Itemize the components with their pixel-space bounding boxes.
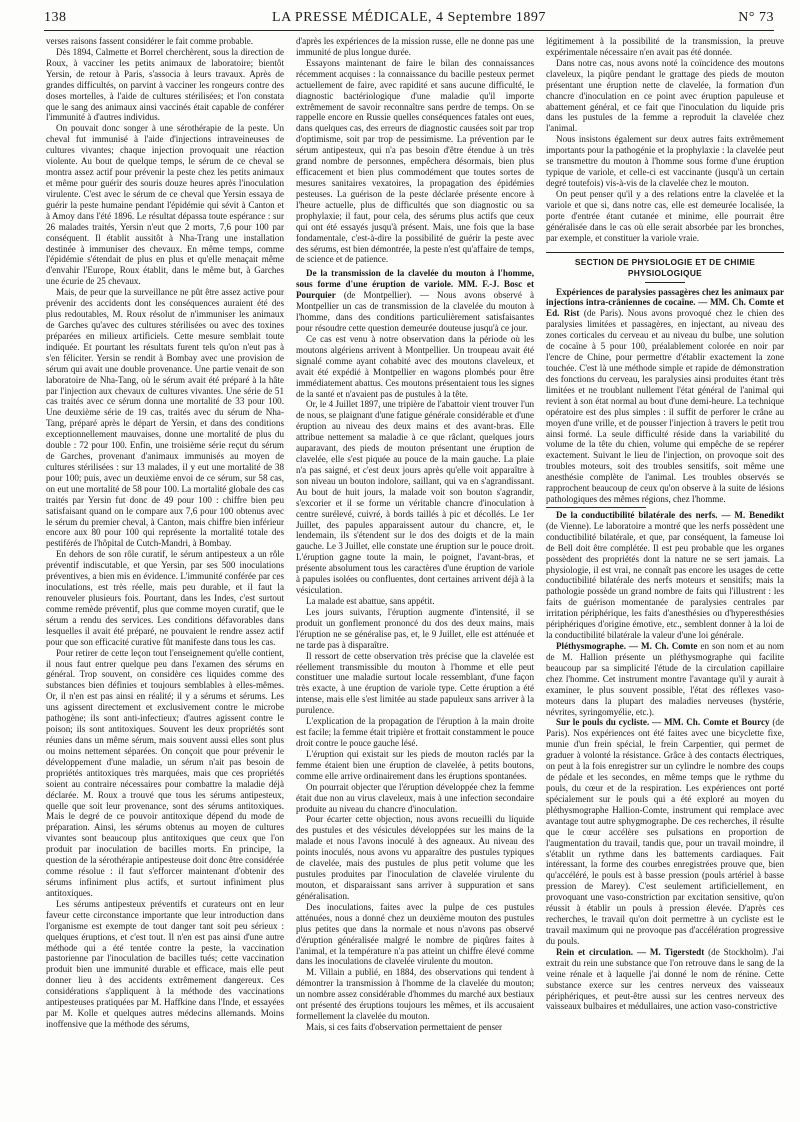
section-header xyxy=(546,252,784,283)
article-text: en son nom et au nom de M. Hallion présente un pléthysmographe qui facilite beaucoup par sa simplicité l'étude de la circulation capillaire chez l'homme. Cet instrument montre l'avantage qu'il y aurait à examiner, le plus souvent possible, l'état des réflexes vaso-moteurs dans la plupart des maladies nerveuses (hystérie, névrites, syringomyélie, etc.). xyxy=(546,641,784,717)
article-paragraph xyxy=(546,510,784,641)
article-heading: Sur le pouls du cycliste. — MM. Ch. Comte et Bourcy xyxy=(556,717,770,728)
paragraph: La malade est abattue, sans appétit. xyxy=(306,596,435,607)
paragraph: Ce cas est venu à notre observation dans la période où les moutons algériens arrivent à Montpellier. Un troupeau avait été signalé comme ayant cohabité avec des moutons claveleux, et avait été expédié à Montpellier en wagons plombés pour être immédiatement abattus. Ces moutons présentaient tous les signes de la santé et n'avaient pas de pustules à la tête. xyxy=(296,333,534,399)
article-paragraph xyxy=(546,717,784,946)
paragraph: Mais, de peur que la surveillance ne pût être assez active pour prévenir des accidents dont les conséquences auraient été des plus redoutables, M. Roux résolut de n'immuniser les animaux de Garches qu'avec des cultures stérilisées ou avec des toxines préparées en milieux artificiels. Cette mesure semblait toute indiquée. Et pourtant les résultats furent tels qu'on n'eut pas à s'en féliciter. Yersin se rendit à Bombay avec une provision de sérum qui avait une double provenance. Une partie venait de son laboratoire de Nha-Tang, où le sérum avait été préparé à la hâte par l'injection aux chevaux de cultures vivantes. Une série de 51 cas traités avec ce sérum donna une mortalité de 33 pour 100. Une deuxième série de 19 cas, traités avec du sérum de Nha-Tang, préparé après le départ de Yersin, et dans des conditions exceptionnellement mauvaises, donne une mortalité de plus du double : 72 pour 100. Enfin, une troisième série reçut du sérum de Garches, provenant d'animaux immunisés au moyen de cultures stérilisées : sur 13 malades, il y eut une mortalité de 38 pour 100; puis, avec un deuxième envoi de ce sérum, sur 58 cas, on eut une mortalité de 58 pour 100. La mortalité globale des cas traités par Yersin fut donc de 49 pour 100 : chiffre bien peu satisfaisant quand on le compare aux 7,6 pour 100 obtenus avec le sérum du premier cheval, à Canton, mais chiffre bien inférieur encore aux 80 pour 100 qui représente la mortalité totale des pestiférés de l'hôpital de Cutch-Mandri, à Bombay. xyxy=(46,287,284,549)
paragraph: légitimement à la possibilité de la transmission, la preuve expérimentale nécessaire n'en avait pas été donnée. xyxy=(546,36,784,57)
column-middle xyxy=(296,36,534,1116)
column-left xyxy=(46,36,284,1116)
paragraph: verses raisons fassent considérer le fait comme probable. xyxy=(46,36,254,46)
page-number: 138 xyxy=(44,10,67,25)
column-right xyxy=(546,36,784,1116)
paragraph: Mais, si ces faits d'observation permettaient de penser xyxy=(306,1021,503,1032)
article-heading: Expériences de paralysies passagères chez les animaux par injections intra-crâniennes de cocaïne. — MM. Ch. Comte et Ed. Rist xyxy=(546,286,784,319)
article-paragraph xyxy=(546,287,784,505)
article-heading: Pléthysmographe. — M. Ch. Comte xyxy=(556,641,698,652)
issue-number: N° 73 xyxy=(738,10,774,25)
paragraph: Les sérums antipesteux préventifs et curateurs ont en leur faveur cette circonstance importante que leur introduction dans l'organisme est exempte de tout danger tant soit peu sérieux : quelques éruptions, et c'est tout. Il n'en est pas ainsi d'une autre méthode qui a été tentée contre la peste, la vaccination pastorienne par l'inoculation de bacilles tués; cette vaccination produit bien une immunité durable et efficace, mais elle peut donner lieu à des accidents extrêmement dangereux. Ces considérations s'appliquent à la méthode des vaccinations antipesteuses pratiquées par M. Haffkine dans l'Inde, et essayées par M. Kolle et quelques autres médecins allemands. Moins inoffensive que la méthode des sérums, xyxy=(46,898,284,1029)
paragraph: Des inoculations, faites avec la pulpe de ces pustules atténuées, nous a donné chez un deuxième mouton des pustules plus petites que dans la normale et nous n'avons pas observé d'éruption généralisée malgré le nombre de piqûres faites à l'animal, et la température n'a pas atteint un chiffre élevé comme dans les inoculations de clavelée virulente du mouton. xyxy=(296,901,534,967)
paragraph: Il ressort de cette observation très précise que la clavelée est réellement transmissible du mouton à l'homme et elle peut constituer une maladie surtout locale ressemblant, d'une façon très exacte, à une éruption de variole type. Cette éruption a été intense, mais elle s'est limitée au stade papuleux sans arriver à la purulence. xyxy=(296,650,534,716)
paragraph: L'éruption qui existait sur les pieds de mouton raclés par la femme étaient bien une éruption de clavelée, à petits boutons, comme elle arrive ordinairement dans les éruptions spontanées. xyxy=(296,748,534,781)
article-lead-text: (de Montpellier). — Nous avons observé à Montpellier un cas de transmission de la clavelée du mouton à l'homme, dans des conditions particulièrement satisfaisantes pour résoudre cette question demeurée douteuse jusqu'à ce jour. xyxy=(296,290,534,333)
paragraph: M. Villain a publié, en 1884, des observations qui tendent à démontrer la transmission à l'homme de la clavelée du mouton; un nombre assez considérable d'hommes du marché aux bestiaux ont présenté des éruptions toujours les mêmes, et ils accusaient formellement la clavelée du mouton. xyxy=(296,967,534,1022)
paragraph: L'explication de la propagation de l'éruption à la main droite est facile; la femme était tripière et frottait constamment le pouce droit contre le pouce gauche lésé. xyxy=(296,716,534,748)
article-heading: De la conductibilité bilatérale des nerfs. — M. Benedikt xyxy=(556,509,784,520)
paragraph: Pour retirer de cette leçon tout l'enseignement qu'elle contient, il nous faut entrer quelque peu dans l'examen des sérums en général. Trop souvent, on considère ces liquides comme des substances bien définies et toujours semblables à elles-mêmes. Or, il n'en est pas ainsi en réalité; il y a sérums et sérums. Les uns agissent directement et exclusivement contre le microbe pathogène; ils sont anti-infectieux; d'autres agissent contre le poison; ils sont antitoxiques. Souvent les deux propriétés sont réunies dans un même sérum, mais souvent aussi elles sont plus ou moins nettement séparées. On conçoit que pour prévenir le développement d'une maladie, un sérum n'ait pas besoin de propriétés antitoxiques très marquées, mais que ces propriétés soient au contraire nécessaires pour combattre la maladie déjà déclarée. M. Roux a trouvé que tous les sérums antipesteux, quelle que soit leur provenance, sont des sérums antitoxiques. Mais le degré de ce pouvoir antitoxique dépend du mode de préparation. Ainsi, les sérums obtenus au moyen de cultures vivantes sont beaucoup plus antitoxiques que ceux que l'on produit par inoculation de bacilles morts. En principe, la question de la sérothérapie antipesteuse doit donc être considérée comme résolue : il faut s'efforcer maintenant d'obtenir des sérums infiniment plus actifs, et surtout infiniment plus antitoxiques. xyxy=(46,647,284,898)
page-header xyxy=(44,6,774,28)
article-text: (de Paris). Nous avons provoqué chez le chien des paralysies limitées et passagères, en injectant, au niveau des zones corticales du cerveau et au niveau du bulbe, une solution de cocaïne à 5 pour 100, préalablement colorée en noir par l'encre de Chine, pour permettre d'établir exactement la zone touchée. C'est là une méthode simple et rapide de démonstration des fonctions du cerveau, les paralysies ainsi produites étant très limitées et ne troublant nullement l'état général de l'animal qui revient à son état normal au bout d'une demi-heure. La technique opératoire est des plus simples : il suffit de perforer le crâne au moyen d'une vrille, et de pousser l'injection à travers le petit trou ainsi formé. La seule difficulté réside dans la variabilité du volume de la tête du chien, volume qui empêche de se repérer exactement. Suivant le lieu de l'injection, on provoque soit des troubles moteurs, soit des troubles sensitifs, soit même une anesthésie complète de l'animal. Les troubles observés se rapprochent beaucoup de ceux qu'on observe à la suite de lésions pathologiques des mêmes régions, chez l'homme. xyxy=(546,308,784,505)
paragraph: Pour écarter cette objection, nous avons recueilli du liquide des pustules et des vésicules développées sur les mains de la malade et nous l'avons inoculé à des agneaux. Au niveau des points inoculés, nous avons vu apparaître des pustules typiques de clavelée, mais des pustules de plus petit volume que les pustules produites par l'inoculation de clavelée virulente du mouton, et disparaissant sans arriver à suppuration et sans généralisation. xyxy=(296,814,534,901)
paragraph: On pouvait donc songer à une sérothérapie de la peste. Un cheval fut immunisé à l'aide d'injections intraveineuses de cultures vivantes; chaque injection provoquait une réaction violente. Au bout de quelque temps, le sérum de ce cheval se montra assez actif pour prévenir la peste chez les petits animaux et même pour guérir des souris douze heures après l'inoculation virulente. C'est avec le sérum de ce cheval que Yersin essaya de guérir la peste humaine pendant l'épidémie qui sévit à Canton et à Amoy dans l'été 1896. Le résultat dépassa toute espérance : sur 26 malades traités, Yersin n'eut que 2 morts, 7,6 pour 100 par conséquent. Il établit aussitôt à Nha-Trang une installation destinée à immuniser des chevaux. En même temps, comme l'épidémie s'étendait de plus en plus et qu'elle menaçait même d'envahir l'Europe, Roux établit, dans le même but, à Garches une écurie de 25 chevaux. xyxy=(46,123,284,287)
section-divider xyxy=(645,282,685,283)
article-lead-paragraph xyxy=(296,268,534,334)
paragraph: On peut penser qu'il y a des relations entre la clavelée et la variole et que si, dans notre cas, elle est demeurée localisée, la porte d'entrée étant cutanée et minime, elle pourrait être généralisée dans le cas où elle serait absorbée par les bronches, par exemple, et constituer la variole vraie. xyxy=(546,188,784,243)
paragraph: Dès 1894, Calmette et Borrel cherchèrent, sous la direction de Roux, à vacciner les petits animaux de laboratoire; bientôt Yersin, de retour à Paris, s'associa à leurs travaux. Après de grandes difficultés, on parvint à vacciner les rongeurs contre des doses mortelles, à l'aide de cultures stérilisées; et l'on constata que le sang des animaux ainsi vaccinés était capable de conférer l'immunité à d'autres individus. xyxy=(46,46,284,123)
journal-title: LA PRESSE MÉDICALE, 4 Septembre 1897 xyxy=(272,10,546,25)
article-divider xyxy=(546,507,646,508)
article-text: (de Paris). Nos expériences ont été faites avec une bicyclette fixe, munie d'un frein spécial, le frein Carpentier, qui permet de graduer à volonté la résistance. Grâce à des contacts électriques, on peut à la fois enregistrer sur un cylindre le nombre des coups de pédale et les secondes, en même temps que le rythme du pouls, du cœur et de la respiration. Les expériences ont porté spécialement sur le pouls qui a été exploré au moyen du pléthysmographe Hallion-Comte, instrument qui remplace avec avantage tout autre sphygmographe. De ces recherches, il résulte que le cœur accélère ses pulsations en proportion de l'augmentation du travail, tandis que, pour un travail moindre, il s'établit un rythme dans les battements cardiaques. Fait intéressant, la forme des courbes enregistrées prouve que, bien qu'accéléré, le pouls est à basse pression (pouls artériel à basse pression de Marey). C'est seulement artificiellement, en provoquant une vaso-constriction par excitation sensitive, qu'on réussit à établir un pouls à pression élevée. D'après ces recherches, le travail qu'on doit permettre à un cycliste est le travail maximum qui ne provoque pas d'accélération progressive du pouls. xyxy=(546,717,784,946)
paragraph: On pourrait objecter que l'éruption développée chez la femme était due non au virus claveleux, mais à une infection secondaire produite au niveau du chancre d'inoculation. xyxy=(296,781,534,814)
paragraph: d'après les expériences de la mission russe, elle ne donne pas une immunité de plus longue durée. xyxy=(296,36,534,57)
header-rule xyxy=(44,30,774,31)
article-heading: Rein et circulation. — M. Tigerstedt xyxy=(556,946,705,957)
paragraph: Essayons maintenant de faire le bilan des connaissances récemment acquises : la connaissance du bacille pesteux permet actuellement de faire, avec rapidité et sans aucune difficulté, le diagnostic bactériologique d'une maladie qu'il importe extrêmement de savoir reconnaître sans perdre de temps. On se rappelle encore en Russie quelles conséquences fatales ont eues, dans quelques cas, des erreurs de diagnostic causées soit par trop d'optimisme, soit par trop de pessimisme. La prévention par le sérum antipesteux, qui n'a pas besoin d'être étendue à un très grand nombre de personnes, empêchera désormais, bien plus efficacement et bien plus commodément que toutes sortes de mesures sanitaires vexatoires, la propagation des épidémies pesteuses. La guérison de la peste déclarée présente encore à l'heure actuelle, plus de difficultés que son diagnostic ou sa prophylaxie; il faut, pour cela, des sérums plus actifs que ceux qui ont été essayés jusqu'à présent. Mais, une fois que la base fondamentale, c'est-à-dire la possibilité de guérir la peste avec des sérums, est bien démontrée, la peste n'est qu'affaire de temps, de science et de patience. xyxy=(296,57,534,265)
article-heading: De la transmission de la clavelée du mouton à l'homme, sous forme d'une éruption de variole. MM. F.-J. Bosc et Pourquier xyxy=(296,268,534,301)
paragraph: Les jours suivants, l'éruption augmente d'intensité, il se produit un gonflement prononcé du dos des deux mains, mais l'éruption ne se généralise pas, et, le 9 Juillet, elle est atténuée et ne tarde pas à disparaître. xyxy=(296,606,534,650)
paragraph: Nous insistons également sur deux autres faits extrêmement importants pour la pathogénie et la prophylaxie : la clavelée peut se transmettre du mouton à l'homme sous forme d'une éruption typique de variole, et celle-ci est vaccinante (jusqu'à un certain degré toutefois) vis-à-vis de la clavelée chez le mouton. xyxy=(546,134,784,188)
paragraph: Dans notre cas, nous avons noté la coïncidence des moutons claveleux, la piqûre pendant le grattage des pieds de mouton présentant une éruption nette de clavelée, la formation d'un chancre d'inoculation en ce point avec éruption papuleuse et abattement général, et ce fait que l'inoculation du liquide pris dans les pustules de la femme a reproduit la clavelée chez l'animal. xyxy=(546,57,784,134)
article-text: (de Vienne). Le laboratoire a montré que les nerfs possèdent une conductibilité bilatérale, et que, par conséquent, la fameuse loi de Bell doit être complétée. Il est peu probable que les organes possèdent des propriétés dont la nature ne se sert jamais. La physiologie, il est vrai, ne connaît pas encore les usages de cette conductibilité bilatérale des nerfs moteurs et sensitifs; mais la pathologie possède un grand nombre de faits qui l'illustrent : les faits de guérison momentanée de paralysies centrales par irritation périphérique, les faits d'anesthésies ou d'hyperesthésies périphériques d'origine émotive, etc., semblent donner à la loi de la conductibilité bilatérale la valeur d'une loi générale. xyxy=(546,520,784,641)
paragraph: Or, le 4 Juillet 1897, une tripière de l'abattoir vient trouver l'un de nous, se plaignant d'une fatigue générale considérable et d'une éruption au niveau des deux mains et des avant-bras. Elle attribue nettement sa maladie à ce que râclant, quelques jours auparavant, des pieds de mouton présentant une éruption de clavelée, elle s'est piquée au pouce de la main gauche. La plaie n'a pas saigné, et c'est deux jours après qu'elle voit apparaître à son niveau un bouton indolore, saillant, qui va en s'agrandissant. Au bout de huit jours, la malade voit son bouton s'agrandir, s'excorier et il se forme un véritable chancre d'inoculation à centre surélevé, cuivré, à bords taillés à pic et décollés. Le 1er Juillet, des papules apparaissent autour du chancre, et, le lendemain, ils s'étendent sur le dos des doigts et de la main gauche. Le 3 Juillet, elle constate une éruption sur le pouce droit. L'éruption gagne toute la main, le poignet, l'avant-bras, et présente absolument tous les caractères d'une éruption de variole à papules isolées ou confluentes, dont certaines arrivent déjà à la vésiculation. xyxy=(296,399,534,596)
article-text: (de Stockholm). J'ai extrait du rein une substance que l'on retrouve dans le sang de la veine rénale et à laquelle j'ai donné le nom de rénine. Cette substance exerce sur les centres nerveux des vaisseaux périphériques, et peut-être aussi sur les centres nerveux des vaisseaux bulbaires et médullaires, une action vaso-constrictive xyxy=(546,946,784,1012)
article-paragraph xyxy=(546,947,784,1013)
article-paragraph xyxy=(546,641,784,717)
paragraph: En dehors de son rôle curatif, le sérum antipesteux a un rôle préventif indiscutable, et que Yersin, par ses 500 inoculations préventives, a bien mis en évidence. L'immunité conférée par ces inoculations, est très réelle, mais peu durable, et il faut la renouveler plusieurs fois. Pourtant, dans les Indes, c'est surtout comme remède préventif, plus que comme moyen curatif, que le sérum a rendu des services. Les conditions défavorables dans lesquelles il avait été préparé, ne pouvaient le rendre assez actif pour que son efficacité curative fût manifeste dans tous les cas. xyxy=(46,549,284,647)
section-title: SECTION DE PHYSIOLOGIE ET DE CHIMIE PHYSIOLOGIQUE xyxy=(574,256,756,278)
